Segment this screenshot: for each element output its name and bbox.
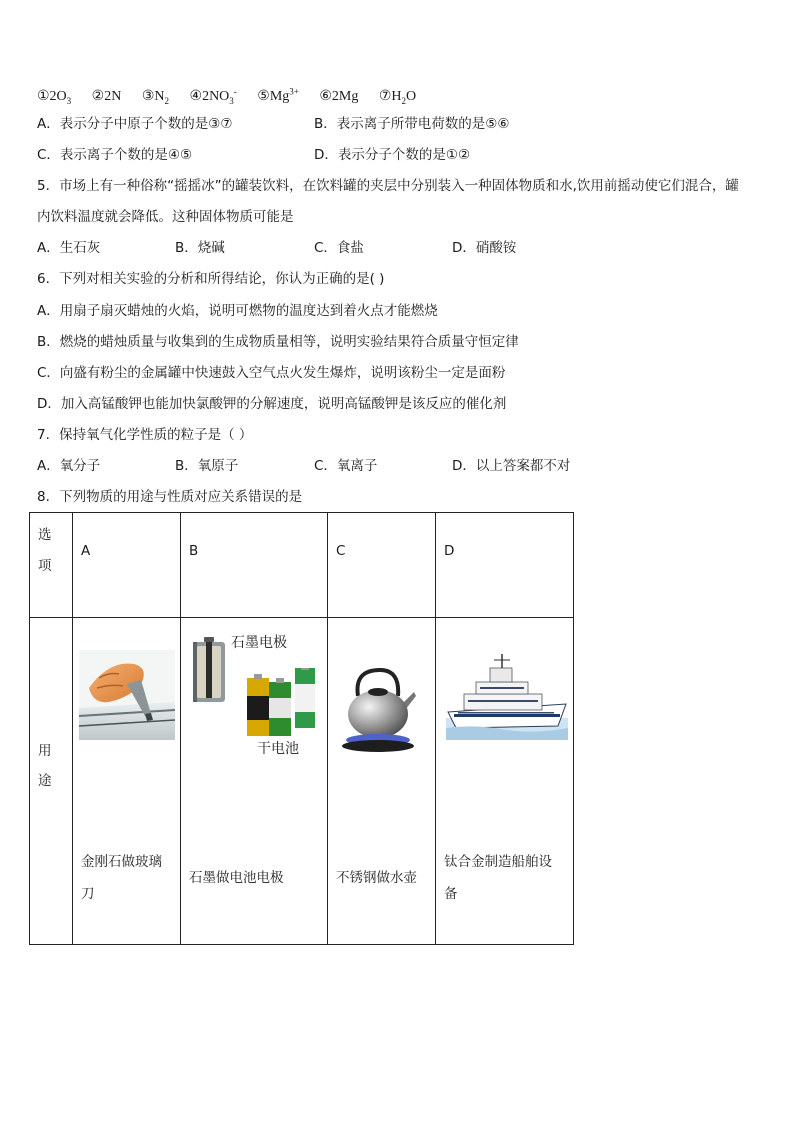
q8-col-a-header: A [73, 513, 181, 618]
formula-3: $③N_2$ [141, 88, 170, 106]
battery-cross-section-image [189, 636, 229, 706]
q5-stem-line-1: 5．市场上有一种俗称“摇摇冰”的罐装饮料，在饮料罐的夹层中分别装入一种固体物质和水,饮用前摇动使它们混合，罐 [37, 178, 739, 194]
dry-cell-label: 干电池 [257, 741, 299, 757]
q8-use-b-cell: 石墨电极 干电池 石墨做电池电极 [181, 618, 328, 945]
formula-7: $⑦H_2O$ [378, 88, 417, 106]
q6-stem: 6．下列对相关实验的分析和所得结论，你认为正确的是( ) [37, 271, 385, 287]
dry-cell-batteries-image [245, 668, 325, 740]
q8-col-b-header: B [181, 513, 328, 618]
q5-option-d: D．硝酸铵 [452, 240, 517, 256]
q8-table [29, 512, 574, 945]
q6-option-b: B．燃烧的蜡烛质量与收集到的生成物质量相等，说明实验结果符合质量守恒定律 [37, 334, 519, 350]
ship-image [446, 654, 568, 740]
q6-option-d: D．加入高锰酸钾也能加快氯酸钾的分解速度，说明高锰酸钾是该反应的催化剂 [37, 396, 507, 412]
battery-2 [269, 678, 291, 736]
q5-option-b: B．烧碱 [175, 240, 225, 256]
formula-5: $⑤Mg^{3+}$ [257, 86, 299, 104]
battery-3 [295, 668, 315, 728]
battery-1 [247, 674, 269, 736]
kettle-image [340, 666, 420, 756]
formula-list [37, 81, 433, 110]
q8-stem: 8．下列物质的用途与性质对应关系错误的是 [37, 489, 303, 505]
q8-use-label-cell: 用 途 [30, 618, 73, 945]
q8-col-d-header: D [436, 513, 574, 618]
q8-use-d-cell: 钛合金制造船舶设 备 [436, 618, 574, 945]
q6-option-c: C．向盛有粉尘的金属罐中快速鼓入空气点火发生爆炸，说明该粉尘一定是面粉 [37, 365, 506, 381]
q7-option-c: C．氧离子 [314, 458, 378, 474]
q4-option-b: B．表示离子所带电荷数的是⑤⑥ [314, 116, 510, 132]
q7-option-d: D．以上答案都不对 [452, 458, 571, 474]
q8-use-a-cell: 金刚石做玻璃 刀 [73, 618, 181, 945]
q4-option-a: A．表示分子中原子个数的是③⑦ [37, 116, 233, 132]
q8-header-label-cell: 选 项 [30, 513, 73, 618]
glass-cutter-image [79, 650, 175, 740]
formula-6: ⑥2Mg [319, 88, 359, 104]
q6-option-a: A．用扇子扇灭蜡烛的火焰，说明可燃物的温度达到着火点才能燃烧 [37, 303, 438, 319]
q5-option-a: A．生石灰 [37, 240, 101, 256]
graphite-electrode-label: 石墨电极 [231, 635, 287, 651]
q8-col-c-header: C [328, 513, 436, 618]
q7-stem: 7．保持氧气化学性质的粒子是（ ） [37, 427, 253, 443]
formula-4: $④2NO_3^-$ [189, 86, 237, 106]
formula-1: $①2O_3$ [37, 88, 72, 106]
q7-option-b: B．氧原子 [175, 458, 239, 474]
q5-option-c: C．食盐 [314, 240, 364, 256]
q4-option-d: D．表示分子个数的是①② [314, 147, 471, 163]
q7-option-a: A．氧分子 [37, 458, 101, 474]
formula-2: ②2N [91, 88, 122, 104]
q8-header-row [30, 513, 574, 618]
q5-stem-line-2: 内饮料温度就会降低。这种固体物质可能是 [37, 209, 294, 225]
q4-option-c: C．表示离子个数的是④⑤ [37, 147, 193, 163]
q8-use-row [30, 618, 574, 945]
q8-use-c-cell: 不锈钢做水壶 [328, 618, 436, 945]
